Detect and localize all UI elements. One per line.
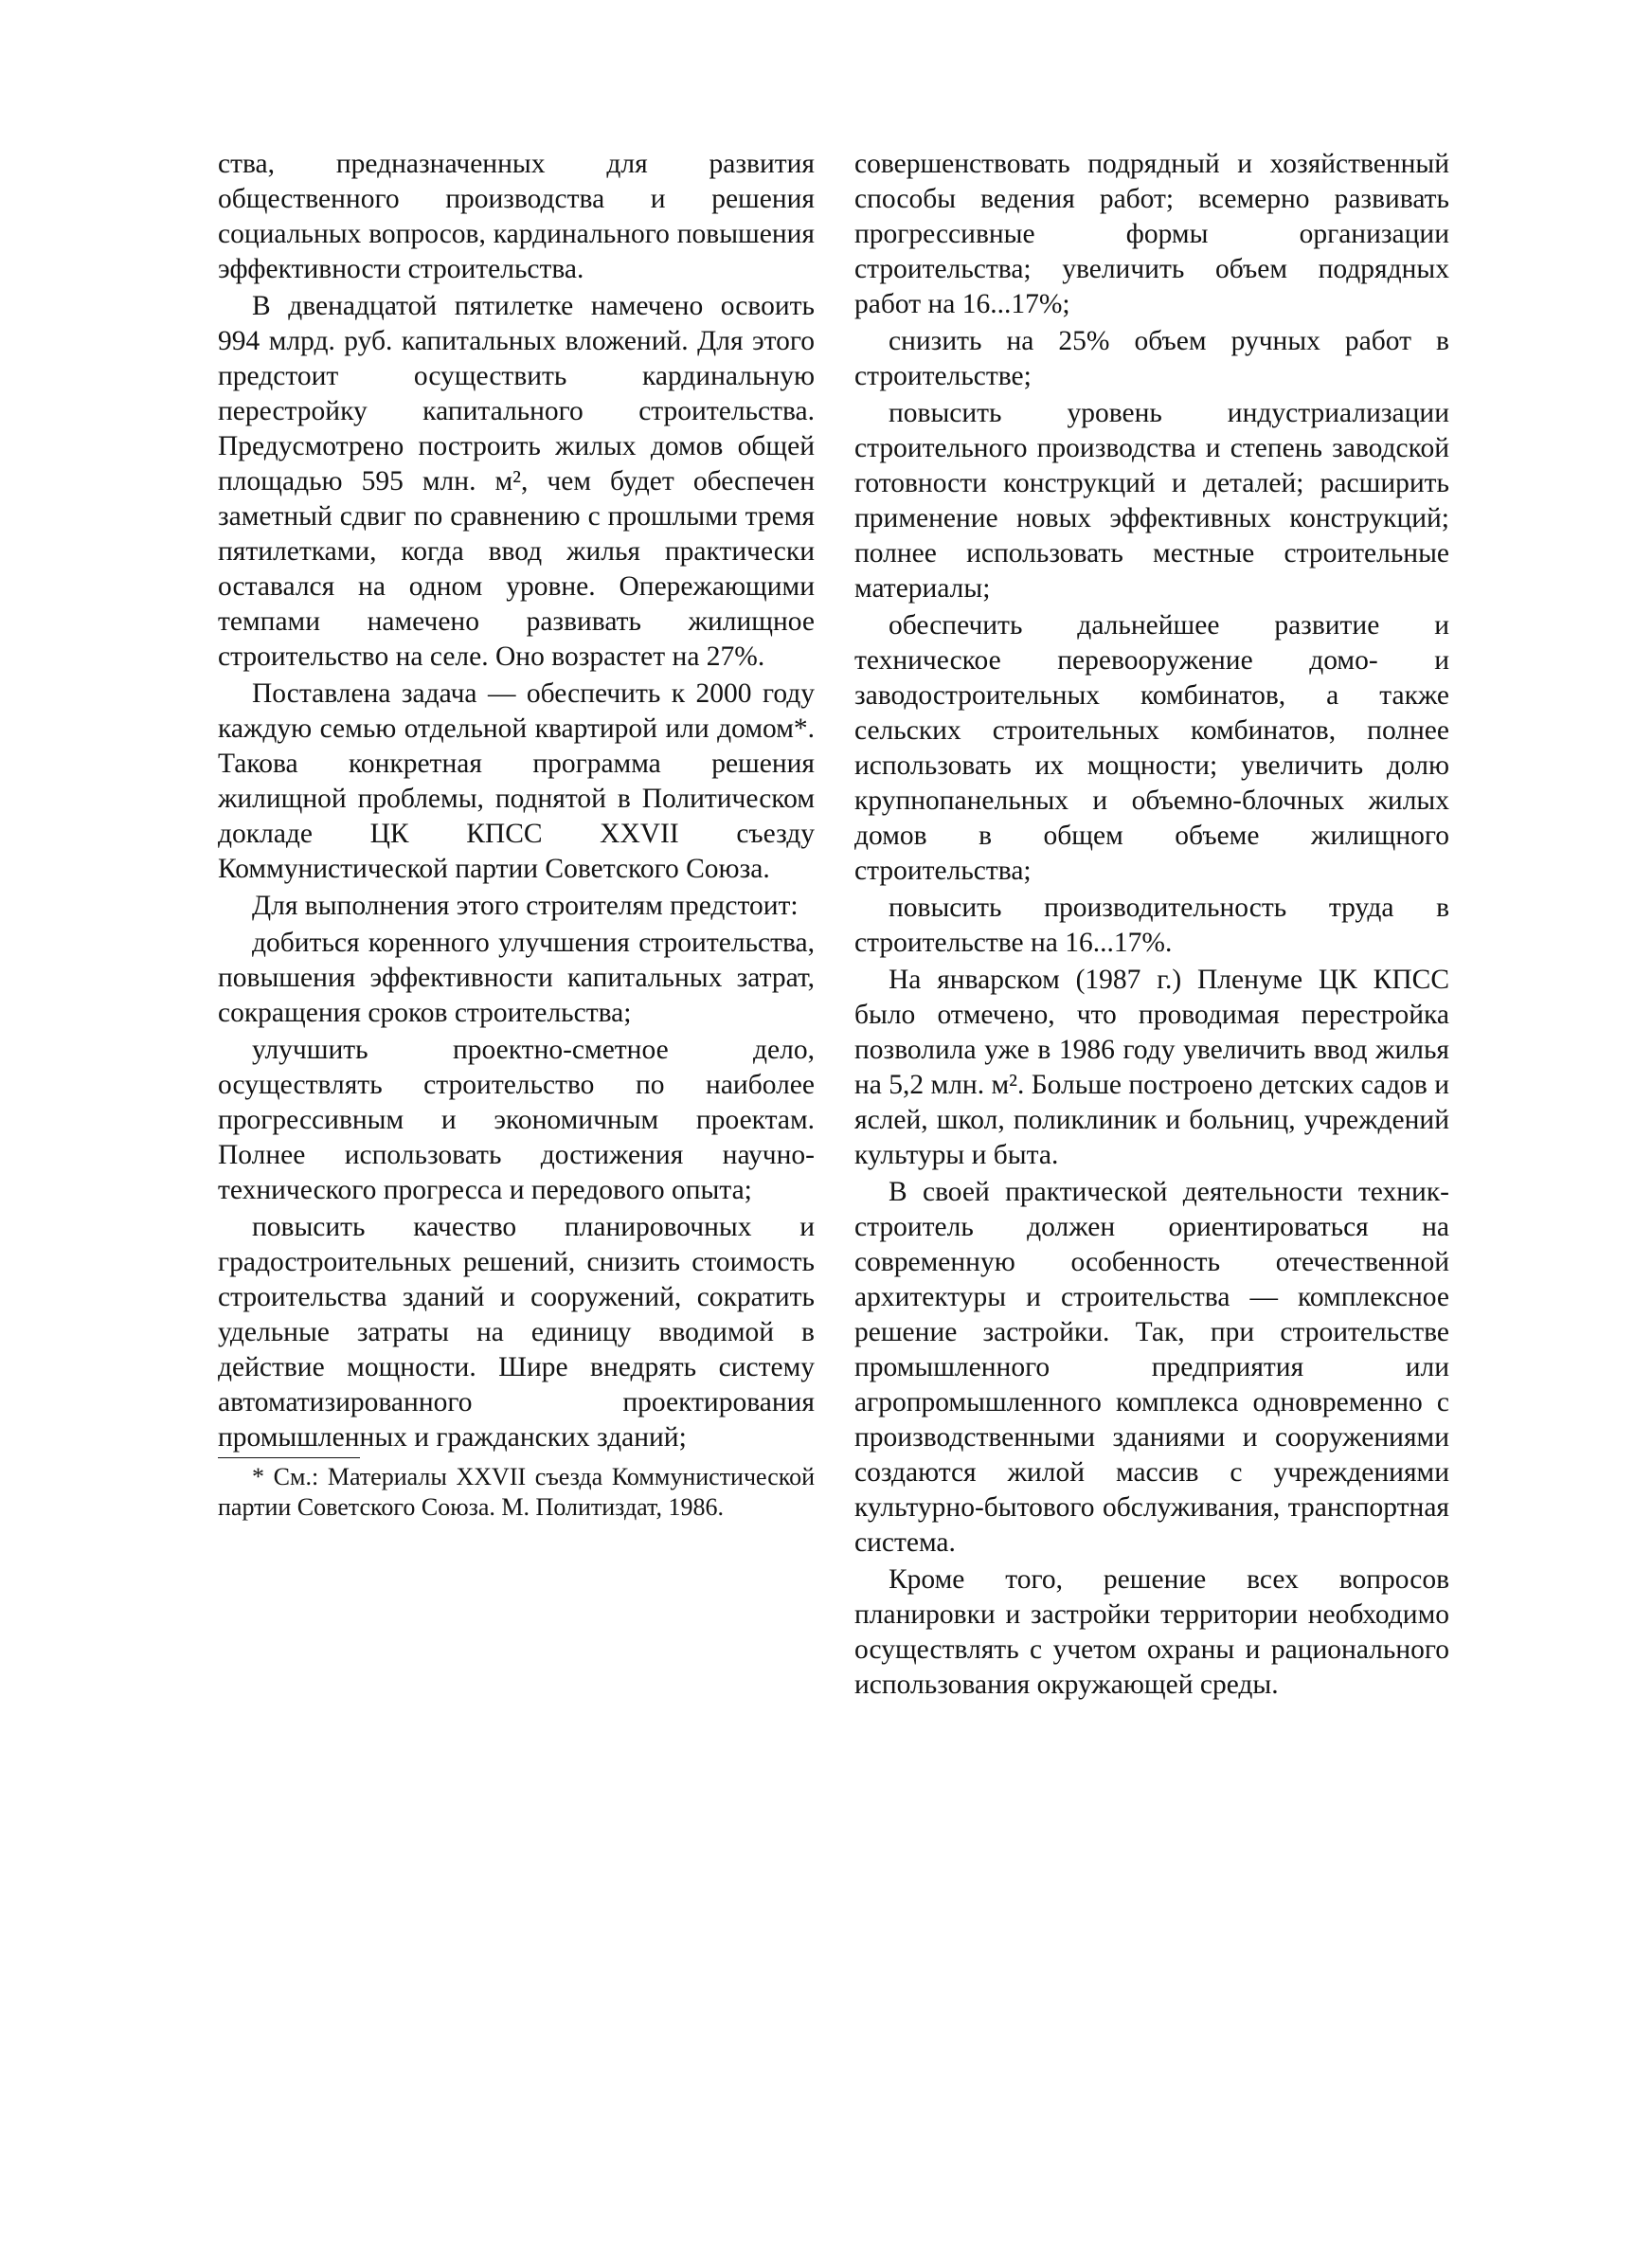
footnote: * См.: Материалы XXVII съезда Коммунистической партии Советского Союза. М. Политиздат, 1986. [218,1463,815,1521]
left-column [218,147,815,1523]
right-paragraph-3: повысить уровень индустриализации строительного производства и степень заводской готовности конструкций и деталей; расширить применение новых эффективных конструкций; полнее использовать местные строительные материалы; [854,398,1449,604]
right-column [854,147,1449,1705]
left-paragraph-6: улучшить проектно-сметное дело, осуществлять строительство по наиболее прогрессивным и экономичным проектам. Полнее использовать достижения научно-технического прогресса и передового опыта; [218,1035,815,1205]
left-paragraph-4: Для выполнения этого строителям предстоит: [252,891,799,921]
left-paragraph-3: Поставлена задача — обеспечить к 2000 году каждую семью отдельной квартирой или домом*. Такова конкретная программа решения жилищной проблемы, поднятой в Политическом докладе ЦК КПСС XXVII съезду Коммунистической партии Советского Союза. [218,678,815,884]
right-paragraph-1: совершенствовать подрядный и хозяйственный способы ведения работ; всемерно развивать прогрессивные формы организации строительства; увеличить объем подрядных работ на 16...17%; [854,149,1449,319]
left-paragraph-1: ства, предназначенных для развития общественного производства и решения социальных вопросов, кардинального повышения эффективности строительства. [218,149,815,284]
right-paragraph-4: обеспечить дальнейшее развитие и техническое перевооружение домо- и заводостроительных комбинатов, а также сельских строительных комбинатов, полнее использовать их мощности; увеличить долю крупнопанельных и объемно-блочных жилых домов в общем объеме жилищного строительства; [854,610,1449,886]
left-paragraph-5: добиться коренного улучшения строительства, повышения эффективности капитальных затрат, сокращения сроков строительства; [218,928,815,1028]
right-paragraph-7: В своей практической деятельности техник-строитель должен ориентироваться на современную особенность отечественной архитектуры и строительства — комплексное решение застройки. Так, при строительстве промышленного предприятия или агропромышленного комплекса одновременно с производственными зданиями и сооружениями создаются жилой массив с учреждениями культурно-бытового обслуживания, транспортная система. [854,1177,1449,1558]
right-paragraph-5: повысить производительность труда в строительстве на 16...17%. [854,893,1449,958]
footnote-divider [218,1457,360,1458]
left-paragraph-2: В двенадцатой пятилетке намечено освоить 994 млрд. руб. капитальных вложений. Для этого предстоит осуществить кардинальную перестройку капитального строительства. Предусмотрено построить жилых домов общей площадью 595 млн. м², чем будет обеспечен заметный сдвиг по сравнению с прошлыми тремя пятилетками, когда ввод жилья практически оставался на одном уровне. Опережающими темпами намечено развивать жилищное строительство на селе. Оно возрастет на 27%. [218,291,815,672]
right-paragraph-6: На январском (1987 г.) Пленуме ЦК КПСС было отмечено, что проводимая перестройка позволила уже в 1986 году увеличить ввод жилья на 5,2 млн. м². Больше построено детских садов и яслей, школ, поликлиник и больниц, учреждений культуры и быта. [854,965,1449,1170]
right-paragraph-8: Кроме того, решение всех вопросов планировки и застройки территории необходимо осуществлять с учетом охраны и рационального использования окружающей среды. [854,1564,1449,1700]
right-paragraph-2: снизить на 25% объем ручных работ в строительстве; [854,326,1449,391]
left-paragraph-7: повысить качество планировочных и градостроительных решений, снизить стоимость строительства зданий и сооружений, сократить удельные затраты на единицу вводимой в действие мощности. Шире внедрять систему автоматизированного проектирования промышленных и гражданских зданий; [218,1212,815,1453]
